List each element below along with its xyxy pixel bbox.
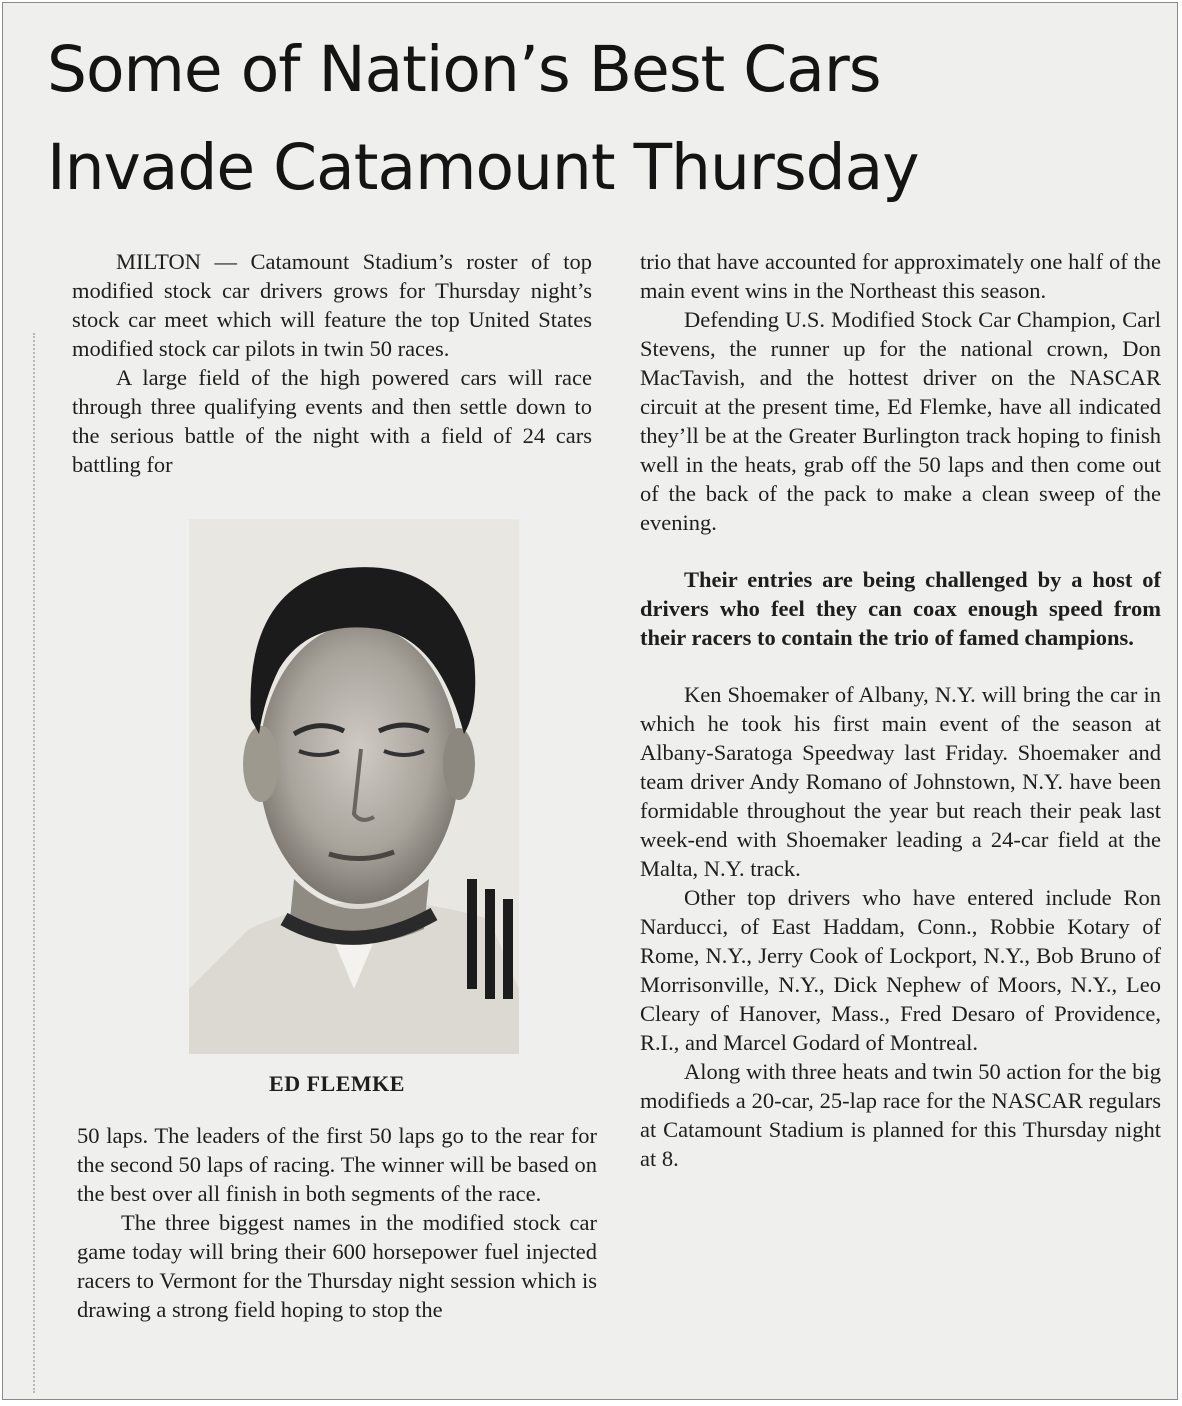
portrait-image: [189, 519, 519, 1054]
paragraph: Their entries are being challenged by a host of drivers who feel they can coax enough speed from their racers to contain the trio of famed champions.: [640, 567, 1161, 650]
paragraph: Other top drivers who have entered include Ron Narducci, of East Haddam, Conn., Robbie Kotary of Rome, N.Y., Jerry Cook of Lockport, N.Y., Bob Bruno of Morrisonville, N.Y., Dick Nephew of Moors, N.Y., Leo Cleary of Hanover, Mass., Fred Desaro of Providence, R.I., and Marcel Godard of Montreal.: [640, 885, 1161, 1055]
paragraph: trio that have accounted for approximately one half of the main event wins in the Northeast this season.: [640, 249, 1161, 303]
right-column: [640, 247, 1161, 1173]
paragraph: A large field of the high powered cars will race through three qualifying events and then settle down to the serious battle of the night with a field of 24 cars battling for: [72, 365, 592, 477]
newspaper-clipping: [2, 2, 1178, 1400]
portrait-photo: [189, 519, 519, 1054]
headline-line-2: Invade Catamount Thursday: [47, 131, 919, 204]
headline-line-1: Some of Nation’s Best Cars: [47, 33, 881, 106]
page-margin-marks: [33, 333, 37, 1393]
paragraph: Defending U.S. Modified Stock Car Champion, Carl Stevens, the runner up for the national crown, Don MacTavish, and the hottest driver on the NASCAR circuit at the present time, Ed Flemke, have all indicated they’ll be at the Greater Burlington track hoping to finish well in the heats, grab off the 50 laps and then come out of the back of the pack to make a clean sweep of the evening.: [640, 307, 1161, 535]
paragraph: Along with three heats and twin 50 action for the big modifieds a 20-car, 25-lap race for the NASCAR regulars at Catamount Stadium is planned for this Thursday night at 8.: [640, 1059, 1161, 1171]
paragraph: MILTON — Catamount Stadium’s roster of top modified stock car drivers grows for Thursday night’s stock car meet which will feature the top United States modified stock car pilots in twin 50 races.: [72, 249, 592, 361]
photo-caption: ED FLEMKE: [269, 1071, 405, 1096]
headline: [47, 21, 1167, 217]
left-column-top: [72, 247, 592, 479]
left-column-bottom: [77, 1121, 597, 1324]
paragraph: Ken Shoemaker of Albany, N.Y. will bring the car in which he took his first main event of the season at Albany-Saratoga Speedway last Friday. Shoemaker and team driver Andy Romano of Johnstown, N.Y. have been formidable throughout the year but reach their peak last week-end with Shoemaker leading a 24-car field at the Malta, N.Y. track.: [640, 682, 1161, 881]
paragraph: 50 laps. The leaders of the first 50 laps go to the rear for the second 50 laps of racing. The winner will be based on the best over all finish in both segments of the race.: [77, 1123, 597, 1206]
paragraph: The three biggest names in the modified stock car game today will bring their 600 horsepower fuel injected racers to Vermont for the Thursday night session which is drawing a strong field hoping to stop the: [77, 1210, 597, 1322]
